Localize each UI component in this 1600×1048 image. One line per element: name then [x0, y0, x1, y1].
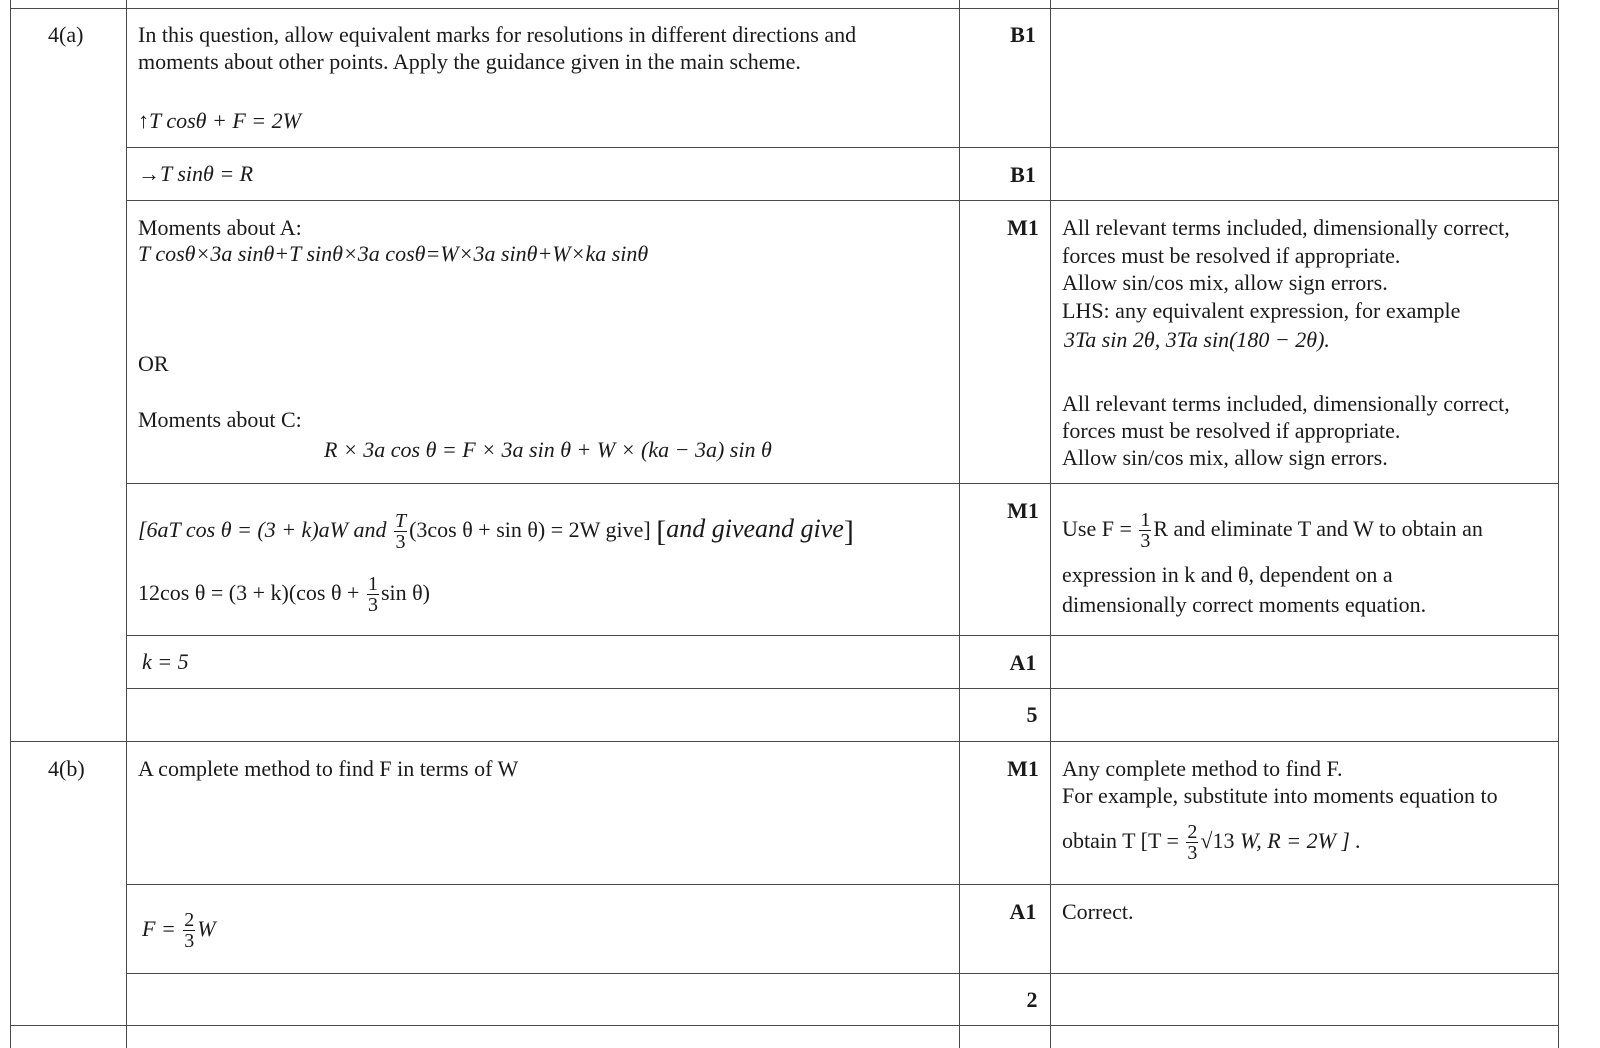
- guidance-line: [1062, 812, 1361, 870]
- equation-part: F =: [142, 916, 176, 941]
- equation-part: sin θ): [380, 580, 430, 605]
- fraction: [394, 511, 407, 552]
- fraction: [1186, 822, 1198, 863]
- row-divider: [126, 884, 1558, 885]
- guidance-line: forces must be resolved if appropriate.: [1062, 243, 1401, 268]
- mark-code: A1: [1009, 899, 1037, 924]
- equation-part: [6aT cos θ = (3 + k)aW and: [138, 517, 387, 542]
- denominator: 3: [367, 594, 378, 617]
- equation-part: and giveand give: [666, 514, 844, 543]
- equation-part: (3cos θ + sin θ) = 2W give]: [409, 517, 651, 542]
- guidance-line: LHS: any equivalent expression, for example: [1062, 298, 1461, 323]
- numerator: 2: [1187, 821, 1198, 844]
- mark-code: M1: [1007, 215, 1039, 240]
- instruction-text: moments about other points. Apply the guidance given in the main scheme.: [138, 49, 801, 74]
- question-label: 4(b): [48, 756, 85, 781]
- mark-code: A1: [1009, 650, 1037, 675]
- fraction: [183, 910, 195, 951]
- guidance-line: Any complete method to find F.: [1062, 756, 1343, 781]
- mark-code: B1: [1010, 22, 1036, 47]
- method-text: A complete method to find F in terms of W: [138, 756, 519, 781]
- mark-code: B1: [1010, 162, 1036, 187]
- guidance-line: [1062, 500, 1483, 558]
- equation: [142, 900, 216, 958]
- row-divider: [126, 973, 1558, 974]
- numerator: 2: [184, 909, 195, 932]
- table-border-bottom: [10, 1025, 1558, 1026]
- guidance-part: R and eliminate T and W to obtain an: [1153, 516, 1483, 541]
- bracket: ]: [843, 514, 854, 548]
- fraction: [1139, 510, 1151, 551]
- guidance-line: All relevant terms included, dimensionally correct,: [1062, 215, 1510, 240]
- moments-heading: Moments about C:: [138, 407, 302, 432]
- numerator: 1: [1140, 509, 1151, 532]
- bracket: [: [656, 514, 667, 548]
- total-marks: 2: [1026, 987, 1038, 1012]
- guidance-line: forces must be resolved if appropriate.: [1062, 418, 1401, 443]
- row-divider: [126, 688, 1558, 689]
- numerator: T: [394, 510, 407, 533]
- mark-code: M1: [1007, 756, 1039, 781]
- equation: k = 5: [142, 649, 189, 674]
- fraction: [367, 574, 379, 615]
- denominator: 3: [184, 930, 195, 953]
- moments-heading: Moments about A:: [138, 215, 302, 240]
- table-divider: [959, 0, 960, 1048]
- table-border-left: [10, 0, 11, 1048]
- guidance-line: All relevant terms included, dimensionally correct,: [1062, 391, 1510, 416]
- guidance-part: Use F =: [1062, 516, 1132, 541]
- equation: [138, 500, 854, 561]
- row-divider: [126, 147, 1558, 148]
- guidance-part: obtain T [T =: [1062, 828, 1179, 853]
- or-label: OR: [138, 351, 169, 376]
- guidance-line: expression in k and θ, dependent on a: [1062, 562, 1393, 587]
- guidance-line: Allow sin/cos mix, allow sign errors.: [1062, 270, 1388, 295]
- equation-part: 12cos θ = (3 + k)(cos θ +: [138, 580, 360, 605]
- guidance-line: For example, substitute into moments equation to: [1062, 783, 1498, 808]
- equation: [138, 564, 430, 622]
- question-label: 4(a): [48, 22, 84, 47]
- guidance-part: W, R = 2W ] .: [1234, 828, 1361, 853]
- total-marks: 5: [1026, 702, 1038, 727]
- guidance-part: √13: [1200, 828, 1235, 853]
- denominator: 3: [1140, 530, 1151, 553]
- row-divider: [126, 483, 1558, 484]
- row-divider: [126, 200, 1558, 201]
- equation: →T sinθ = R: [138, 161, 254, 186]
- row-divider: [10, 741, 1558, 742]
- guidance-line: 3Ta sin 2θ, 3Ta sin(180 − 2θ).: [1064, 327, 1330, 352]
- denominator: 3: [395, 531, 406, 554]
- equation: R × 3a cos θ = F × 3a sin θ + W × (ka − 3a) sin θ: [324, 437, 772, 462]
- guidance-line: dimensionally correct moments equation.: [1062, 592, 1427, 617]
- equation: ↑T cosθ + F = 2W: [138, 108, 301, 133]
- guidance-line: Allow sin/cos mix, allow sign errors.: [1062, 445, 1388, 470]
- equation-part: W: [197, 916, 216, 941]
- numerator: 1: [367, 573, 378, 596]
- row-divider: [126, 635, 1558, 636]
- table-border-right: [1558, 0, 1559, 1048]
- table-divider: [126, 0, 127, 1048]
- instruction-text: In this question, allow equivalent marks for resolutions in different directions and: [138, 22, 857, 47]
- row-divider: [10, 8, 1558, 9]
- guidance-line: Correct.: [1062, 899, 1134, 924]
- denominator: 3: [1187, 842, 1198, 865]
- equation: T cosθ×3a sinθ+T sinθ×3a cosθ=W×3a sinθ+W×ka sinθ: [138, 241, 649, 266]
- mark-code: M1: [1007, 498, 1039, 523]
